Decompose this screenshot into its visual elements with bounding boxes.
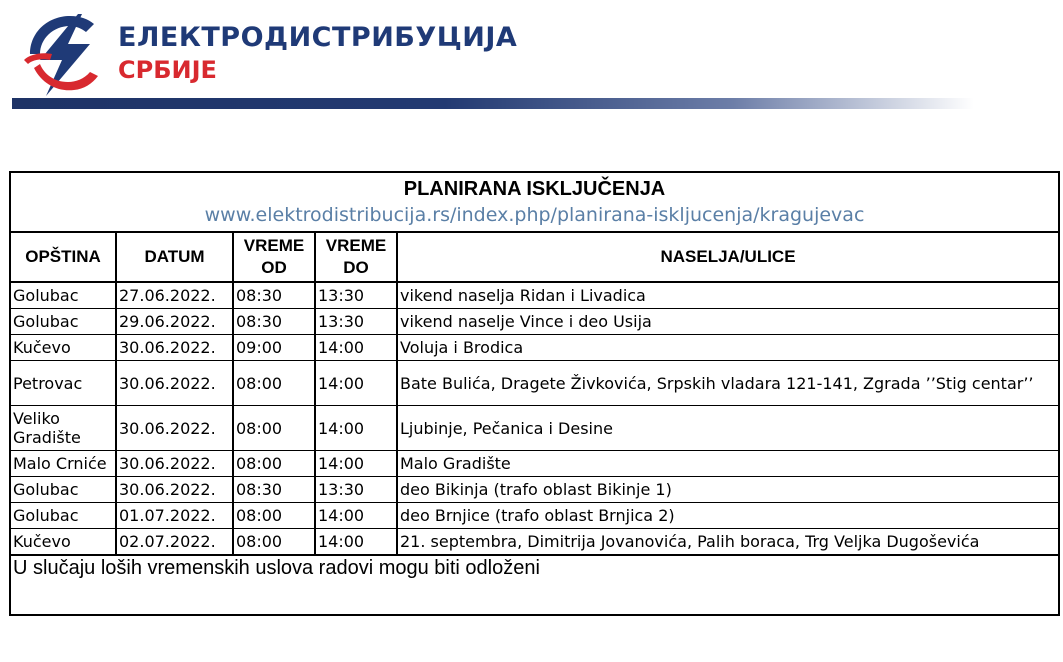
cell-datum: 30.06.2022. <box>116 335 233 361</box>
table-row <box>10 335 1059 361</box>
table-row <box>10 477 1059 503</box>
table-row <box>10 361 1059 406</box>
cell-od: 08:00 <box>233 406 315 451</box>
cell-do: 13:30 <box>315 309 397 335</box>
cell-datum: 30.06.2022. <box>116 477 233 503</box>
brand-name-line1: ЕЛЕКТРОДИСТРИБУЦИЈА <box>118 22 518 53</box>
cell-opstina: Veliko Gradište <box>10 406 116 451</box>
cell-datum: 30.06.2022. <box>116 451 233 477</box>
outage-table-wrapper <box>9 171 1058 616</box>
col-header-datum: DATUM <box>116 232 233 282</box>
brand-name-line2: СРБИЈЕ <box>118 56 217 84</box>
table-title-cell <box>10 172 1059 232</box>
table-row <box>10 529 1059 556</box>
cell-datum: 27.06.2022. <box>116 282 233 309</box>
cell-opstina: Petrovac <box>10 361 116 406</box>
outage-table <box>9 171 1060 616</box>
col-header-vreme-od: VREME OD <box>233 232 315 282</box>
cell-do: 14:00 <box>315 361 397 406</box>
cell-do: 14:00 <box>315 406 397 451</box>
cell-naselja: vikend naselje Vince i deo Usija <box>397 309 1059 335</box>
cell-naselja: 21. septembra, Dimitrija Jovanovića, Palih boraca, Trg Veljka Dugoševića <box>397 529 1059 556</box>
cell-do: 14:00 <box>315 503 397 529</box>
table-title: PLANIRANA ISKLJUČENJA <box>403 178 666 200</box>
cell-od: 09:00 <box>233 335 315 361</box>
cell-naselja: Ljubinje, Pečanica i Desine <box>397 406 1059 451</box>
header-divider-bar <box>12 98 974 109</box>
cell-naselja: Voluja i Brodica <box>397 335 1059 361</box>
cell-od: 08:30 <box>233 282 315 309</box>
table-row <box>10 503 1059 529</box>
cell-do: 13:30 <box>315 282 397 309</box>
cell-opstina: Golubac <box>10 282 116 309</box>
cell-opstina: Kučevo <box>10 529 116 556</box>
cell-datum: 01.07.2022. <box>116 503 233 529</box>
table-row <box>10 406 1059 451</box>
cell-od: 08:00 <box>233 361 315 406</box>
cell-od: 08:30 <box>233 309 315 335</box>
cell-od: 08:00 <box>233 451 315 477</box>
cell-datum: 02.07.2022. <box>116 529 233 556</box>
table-header-row <box>10 232 1059 282</box>
cell-naselja: Malo Gradište <box>397 451 1059 477</box>
cell-datum: 30.06.2022. <box>116 361 233 406</box>
cell-naselja: deo Brnjice (trafo oblast Brnjica 2) <box>397 503 1059 529</box>
cell-opstina: Kučevo <box>10 335 116 361</box>
cell-naselja: vikend naselja Ridan i Livadica <box>397 282 1059 309</box>
cell-do: 13:30 <box>315 477 397 503</box>
weather-note: U slučaju loših vremenskih uslova radovi mogu biti odloženi <box>10 555 1059 615</box>
cell-do: 14:00 <box>315 335 397 361</box>
cell-od: 08:00 <box>233 529 315 556</box>
cell-do: 14:00 <box>315 451 397 477</box>
cell-opstina: Golubac <box>10 309 116 335</box>
lightning-globe-logo-icon <box>20 10 102 98</box>
cell-opstina: Malo Crniće <box>10 451 116 477</box>
cell-opstina: Golubac <box>10 477 116 503</box>
col-header-naselja: NASELJA/ULICE <box>397 232 1059 282</box>
col-header-opstina: OPŠTINA <box>10 232 116 282</box>
table-row <box>10 309 1059 335</box>
cell-opstina: Golubac <box>10 503 116 529</box>
cell-datum: 29.06.2022. <box>116 309 233 335</box>
cell-od: 08:30 <box>233 477 315 503</box>
table-row <box>10 451 1059 477</box>
cell-datum: 30.06.2022. <box>116 406 233 451</box>
source-url[interactable]: www.elektrodistribucija.rs/index.php/planirana-iskljucenja/kragujevac <box>204 204 865 226</box>
cell-od: 08:00 <box>233 503 315 529</box>
cell-naselja: Bate Bulića, Dragete Živkovića, Srpskih vladara 121-141, Zgrada ’’Stig centar’’ <box>397 361 1059 406</box>
cell-naselja: deo Bikinja (trafo oblast Bikinje 1) <box>397 477 1059 503</box>
col-header-vreme-do: VREME DO <box>315 232 397 282</box>
cell-do: 14:00 <box>315 529 397 556</box>
table-row <box>10 282 1059 309</box>
